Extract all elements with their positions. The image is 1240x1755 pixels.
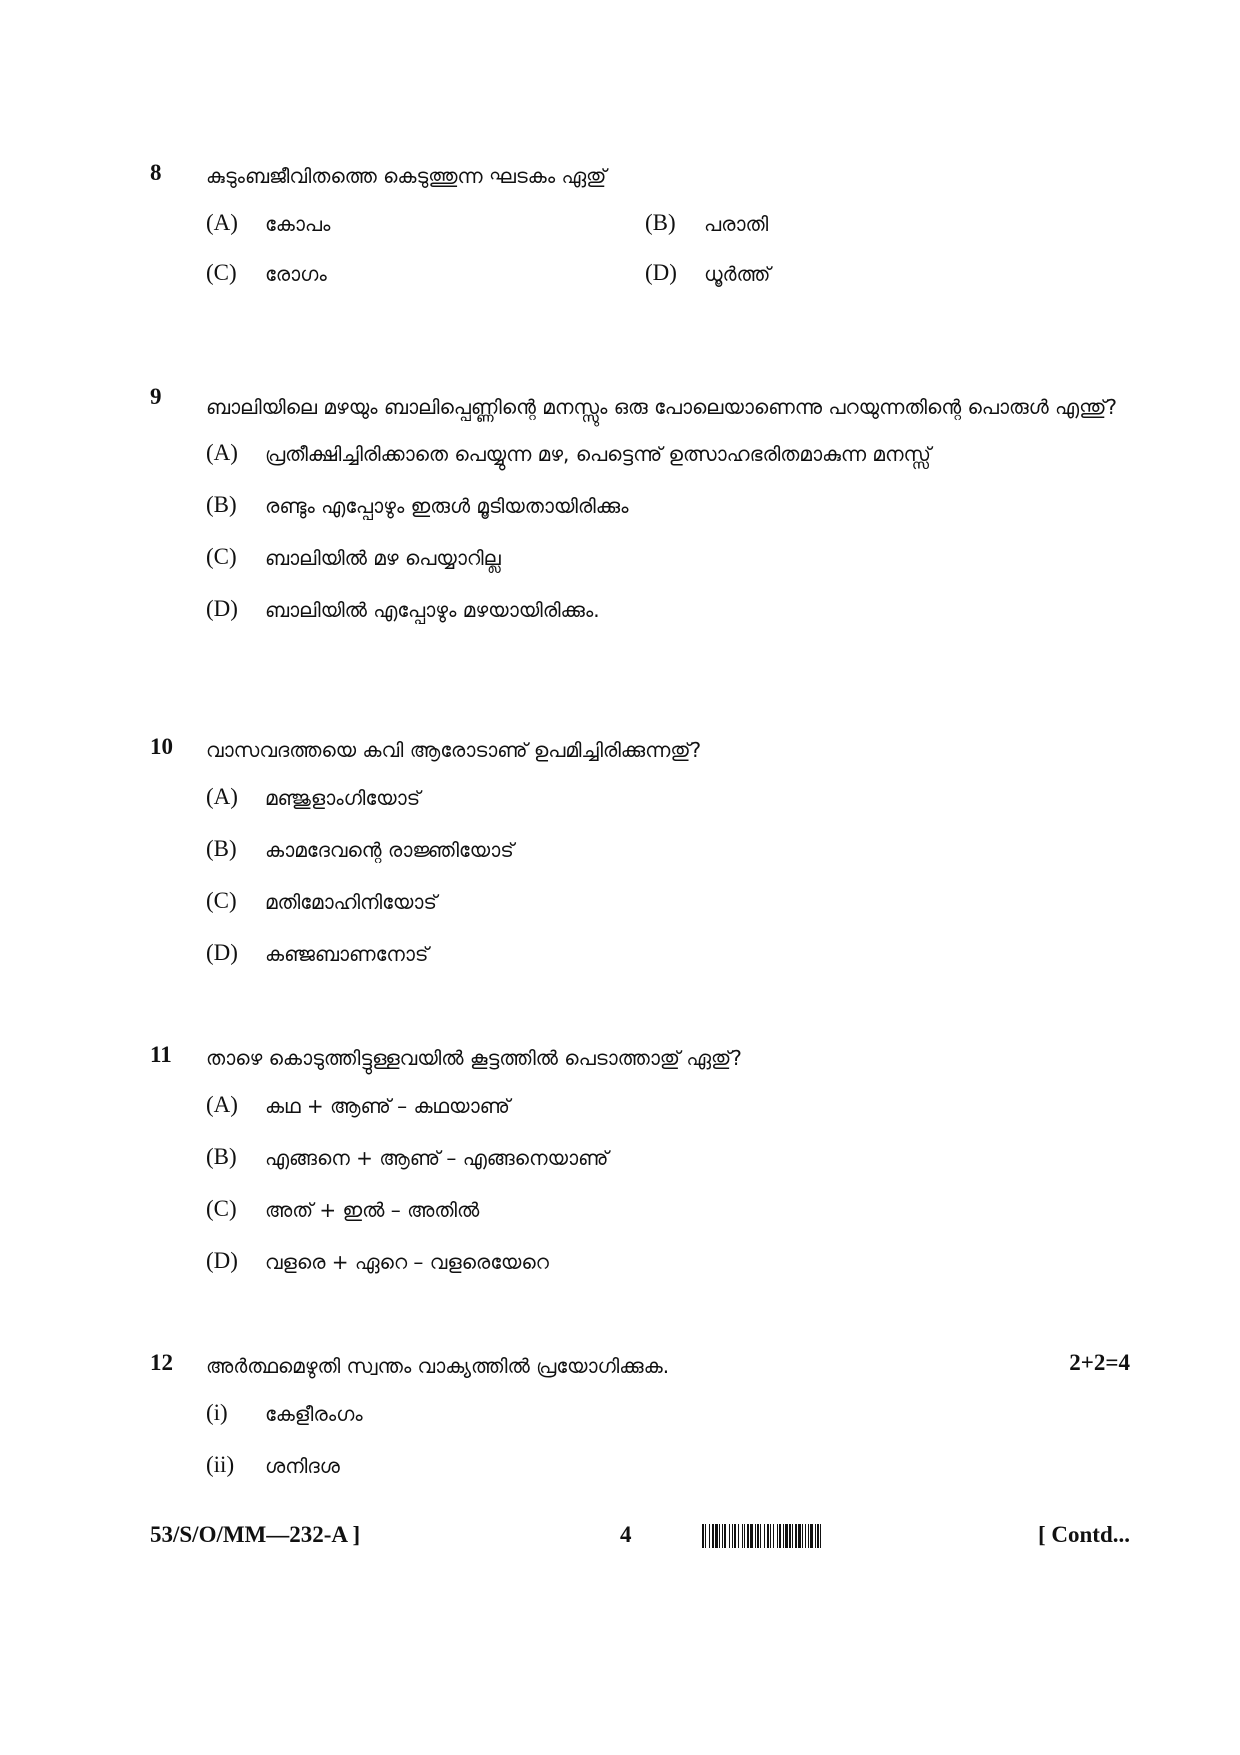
option-text: മഞ്ജുളാംഗിയോട്: [265, 786, 421, 810]
question-number: 10: [150, 734, 173, 759]
option-b: [206, 1140, 1130, 1192]
option-label: (D): [206, 1248, 238, 1273]
option-text: വളരെ + ഏറെ – വളരെയേറെ: [265, 1250, 549, 1274]
option-text: കഥ + ആണു് – കഥയാണു്: [265, 1094, 510, 1118]
question-12: [150, 1350, 1130, 1500]
option-text: ശനിദശ: [265, 1454, 340, 1478]
paper-code: 53/S/O/MM—232-A ]: [150, 1522, 361, 1547]
option-ii: [206, 1448, 1130, 1500]
option-b: [206, 832, 1130, 884]
option-b: [645, 206, 1045, 258]
option-text: പരാതി: [704, 212, 769, 236]
option-label: (C): [206, 260, 237, 285]
option-label: (A): [206, 440, 238, 465]
option-label: (i): [206, 1400, 228, 1425]
question-number: 11: [150, 1042, 172, 1067]
options-list: [206, 780, 1130, 988]
option-text: കോപം: [265, 212, 331, 236]
option-label: (D): [206, 940, 238, 965]
option-c: [206, 884, 1130, 936]
question-number: 8: [150, 160, 162, 185]
option-d: [206, 1244, 1130, 1296]
option-i: [206, 1396, 1130, 1448]
option-label: (A): [206, 1092, 238, 1117]
option-d: [206, 936, 1130, 988]
options-list: [206, 1088, 1130, 1296]
option-label: (B): [206, 1144, 237, 1169]
question-number: 9: [150, 384, 162, 409]
option-a: [206, 206, 606, 258]
question-number: 12: [150, 1350, 173, 1375]
option-label: (B): [206, 492, 237, 517]
option-text: കേളീരംഗം: [265, 1402, 363, 1426]
page-footer: [150, 1522, 1130, 1558]
options-list: [206, 1396, 1130, 1500]
page-number: 4: [620, 1522, 632, 1547]
options-grid: [206, 206, 1130, 310]
option-c: [206, 1192, 1130, 1244]
question-text: ബാലിയിലെ മഴയും ബാലിപ്പെണ്ണിന്റെ മനസ്സും ഒരു പോലെയാണെന്നു പറയുന്നതിന്റെ പൊരുൾ എന്തു്?: [206, 395, 1117, 419]
option-text: മതിമോഹിനിയോട്: [265, 890, 437, 914]
option-text: രോഗം: [265, 262, 327, 286]
options-list: [206, 436, 1130, 644]
option-b: [206, 488, 1130, 540]
question-text: താഴെ കൊടുത്തിട്ടുള്ളവയിൽ കൂട്ടത്തിൽ പെടാത്താതു് ഏതു്?: [206, 1046, 742, 1070]
option-a: [206, 1088, 1130, 1140]
option-text: കാമദേവന്റെ രാജ്ഞിയോട്: [265, 838, 514, 862]
marks-allocation: 2+2=4: [1069, 1350, 1130, 1375]
option-label: (ii): [206, 1452, 235, 1477]
option-text: ബാലിയിൽ മഴ പെയ്യാറില്ല: [265, 546, 501, 570]
barcode-bar: [821, 1524, 823, 1548]
question-text: അർത്ഥമെഴുതി സ്വന്തം വാക്യത്തിൽ പ്രയോഗിക്കുക.: [206, 1354, 670, 1378]
option-label: (D): [645, 260, 677, 285]
option-d: [206, 592, 1130, 644]
question-text: കുടുംബജീവിതത്തെ കെടുത്തുന്ന ഘടകം ഏതു്: [206, 164, 607, 188]
option-text: അത് + ഇൽ – അതിൽ: [265, 1198, 480, 1222]
option-text: ധൂർത്ത്: [704, 262, 771, 286]
option-d: [645, 256, 1045, 308]
barcode-image: [702, 1524, 994, 1548]
option-label: (C): [206, 1196, 237, 1221]
option-text: ബാലിയിൽ എപ്പോഴും മഴയായിരിക്കും.: [265, 598, 600, 622]
option-text: രണ്ടും എപ്പോഴും ഇരുൾ മൂടിയതായിരിക്കും: [265, 494, 629, 518]
option-label: (B): [645, 210, 676, 235]
option-text: എങ്ങനെ + ആണു് – എങ്ങനെയാണു്: [265, 1146, 609, 1170]
option-a: [206, 780, 1130, 832]
option-label: (B): [206, 836, 237, 861]
option-label: (C): [206, 888, 237, 913]
option-a: [206, 436, 1130, 488]
option-label: (D): [206, 596, 238, 621]
option-c: [206, 540, 1130, 592]
question-11: [150, 1042, 1130, 1296]
question-8: [150, 160, 1130, 310]
question-text: വാസവദത്തയെ കവി ആരോടാണു് ഉപമിച്ചിരിക്കുന്നതു്?: [206, 738, 702, 762]
continued-label: [ Contd...: [1037, 1522, 1130, 1547]
option-text: കഞ്ജബാണനോട്: [265, 942, 429, 966]
question-9: [150, 384, 1130, 644]
option-c: [206, 256, 606, 308]
option-label: (C): [206, 544, 237, 569]
option-label: (A): [206, 210, 238, 235]
question-10: [150, 734, 1130, 988]
option-text: പ്രതീക്ഷിച്ചിരിക്കാതെ പെയ്യുന്ന മഴ, പെട്ടെന്നു് ഉത്സാഹഭരിതമാകുന്ന മനസ്സ്: [265, 442, 931, 466]
option-label: (A): [206, 784, 238, 809]
